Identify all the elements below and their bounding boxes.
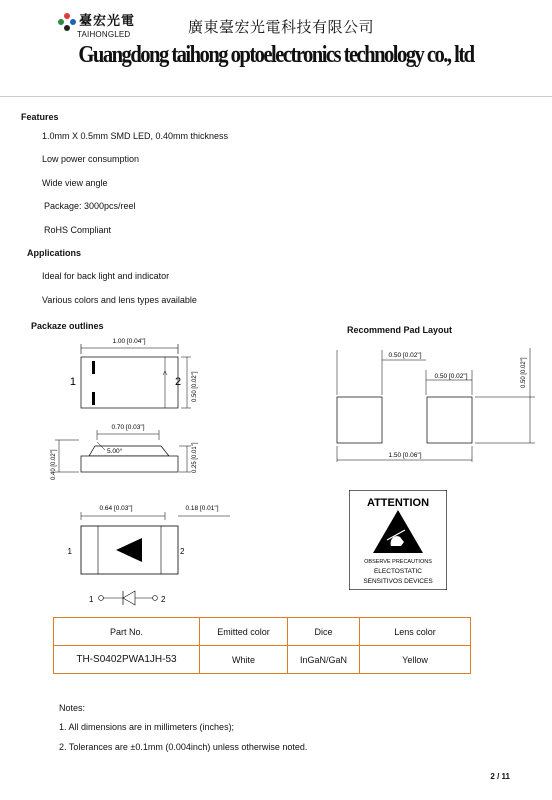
dim-top-width-label: 1.00 [0.04"] bbox=[112, 338, 146, 345]
feature-item: Low power consumption bbox=[42, 154, 140, 164]
company-name-english: Guangdong taihong optoelectronics technology co., ltd bbox=[78, 42, 474, 68]
dim-pad-gap-label: 0.50 [0.02"] bbox=[388, 352, 422, 359]
table-cell: White bbox=[200, 646, 288, 674]
dim-pad-width-label: 0.50 [0.02"] bbox=[434, 373, 468, 380]
table-header-cell: Dice bbox=[288, 618, 360, 646]
bottom-pin2-label: 2 bbox=[180, 547, 185, 556]
feature-item: Wide view angle bbox=[42, 178, 108, 188]
table-header-row bbox=[54, 618, 471, 646]
table-header-cell: Emitted color bbox=[200, 618, 288, 646]
logo-chinese-text: 臺宏光電 bbox=[79, 14, 136, 29]
dim-side-top-label: 0.70 [0.03"] bbox=[111, 424, 145, 431]
attention-line3: SENSITIVOS DEVICES bbox=[363, 578, 433, 585]
dim-side-height-label: 0.40 [0.02"] bbox=[51, 449, 57, 480]
notes-heading: Notes: bbox=[59, 703, 86, 713]
company-name-chinese: 廣東臺宏光電科技有限公司 bbox=[188, 18, 375, 36]
dim-pad-total-label: 1.50 [0.06"] bbox=[388, 452, 422, 459]
feature-item: Package: 3000pcs/reel bbox=[44, 201, 136, 211]
application-item: Ideal for back light and indicator bbox=[42, 271, 170, 281]
table-header-cell: Lens color bbox=[360, 618, 471, 646]
package-outlines-heading: Packaze outlines bbox=[31, 321, 104, 331]
features-heading: Features bbox=[21, 112, 59, 122]
attention-title: ATTENTION bbox=[366, 497, 430, 509]
logo-english-text: TAIHONGLED bbox=[77, 30, 131, 39]
dim-bottom-width-label: 0.64 [0.03"] bbox=[99, 505, 133, 512]
dim-bottom-pad-label: 0.18 [0.01"] bbox=[185, 505, 219, 512]
table-cell: TH-S0402PWA1JH-53 bbox=[54, 646, 200, 674]
dim-side-lens-label: 0.25 [0.01"] bbox=[192, 442, 198, 473]
header-divider bbox=[0, 96, 552, 97]
table-cell: InGaN/GaN bbox=[288, 646, 360, 674]
package-top-side-drawing bbox=[45, 330, 220, 480]
feature-item: 1.0mm X 0.5mm SMD LED, 0.40mm thickness bbox=[42, 131, 229, 141]
package-bottom-drawing bbox=[60, 498, 240, 578]
table-cell: Yellow bbox=[360, 646, 471, 674]
diode-symbol-icon bbox=[85, 585, 175, 611]
company-logo bbox=[57, 10, 157, 42]
attention-line2: ELECTOSTATIC bbox=[373, 568, 423, 575]
diode-pin2-label: 2 bbox=[161, 595, 166, 604]
attention-line1: OBSERVE PRECAUTIONS bbox=[364, 559, 432, 565]
pin1-label: 1 bbox=[69, 376, 76, 388]
pad-layout-heading: Recommend Pad Layout bbox=[347, 325, 453, 335]
dim-side-angle-label: 5.00° bbox=[107, 448, 123, 455]
page-number: 2 / 11 bbox=[490, 772, 510, 781]
note-item: 2. Tolerances are ±0.1mm (0.004inch) unless otherwise noted. bbox=[59, 742, 308, 752]
logo-dots-icon bbox=[57, 12, 77, 32]
applications-heading: Applications bbox=[27, 248, 82, 258]
part-specification-table bbox=[53, 617, 471, 674]
table-header-cell: Part No. bbox=[54, 618, 200, 646]
pin2-label: 2 bbox=[175, 376, 182, 388]
note-item: 1. All dimensions are in millimeters (inches); bbox=[59, 722, 235, 732]
application-item: Various colors and lens types available bbox=[42, 295, 197, 305]
bottom-pin1-label: 1 bbox=[67, 547, 72, 556]
dim-top-height-label: 0.50 [0.02"] bbox=[192, 371, 198, 402]
diode-pin1-label: 1 bbox=[89, 595, 94, 604]
dim-pad-height-label: 0.50 [0.02"] bbox=[521, 357, 527, 388]
esd-attention-label bbox=[349, 490, 447, 590]
pad-layout-drawing bbox=[325, 340, 540, 465]
feature-item: RoHS Compliant bbox=[44, 225, 112, 235]
table-row bbox=[54, 646, 471, 674]
